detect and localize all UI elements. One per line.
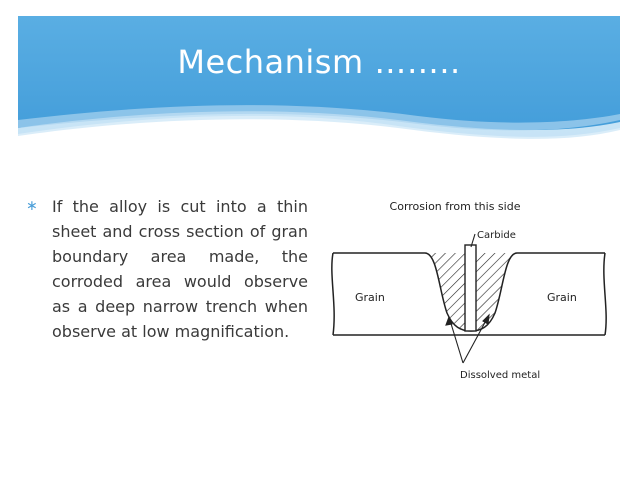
- title-banner: [18, 16, 620, 156]
- banner-wave: [18, 16, 620, 156]
- corrosion-diagram: [325, 185, 615, 395]
- bullet-asterisk-icon: ∗: [26, 198, 38, 214]
- slide-title: Mechanism ……..: [177, 43, 461, 81]
- label-grain-right: Grain: [547, 291, 577, 304]
- bullet-item: [26, 194, 308, 344]
- label-dissolved-metal: Dissolved metal: [460, 370, 541, 381]
- label-grain-left: Grain: [355, 291, 385, 304]
- bullet-text: If the alloy is cut into a thin sheet and cross section of gran boundary area made, the corroded area would observe as a deep narrow trench when observe at low magnification.: [52, 197, 308, 341]
- carbide-strip: [465, 245, 476, 331]
- label-corrosion-side: Corrosion from this side: [389, 200, 521, 213]
- label-carbide: Carbide: [477, 230, 516, 241]
